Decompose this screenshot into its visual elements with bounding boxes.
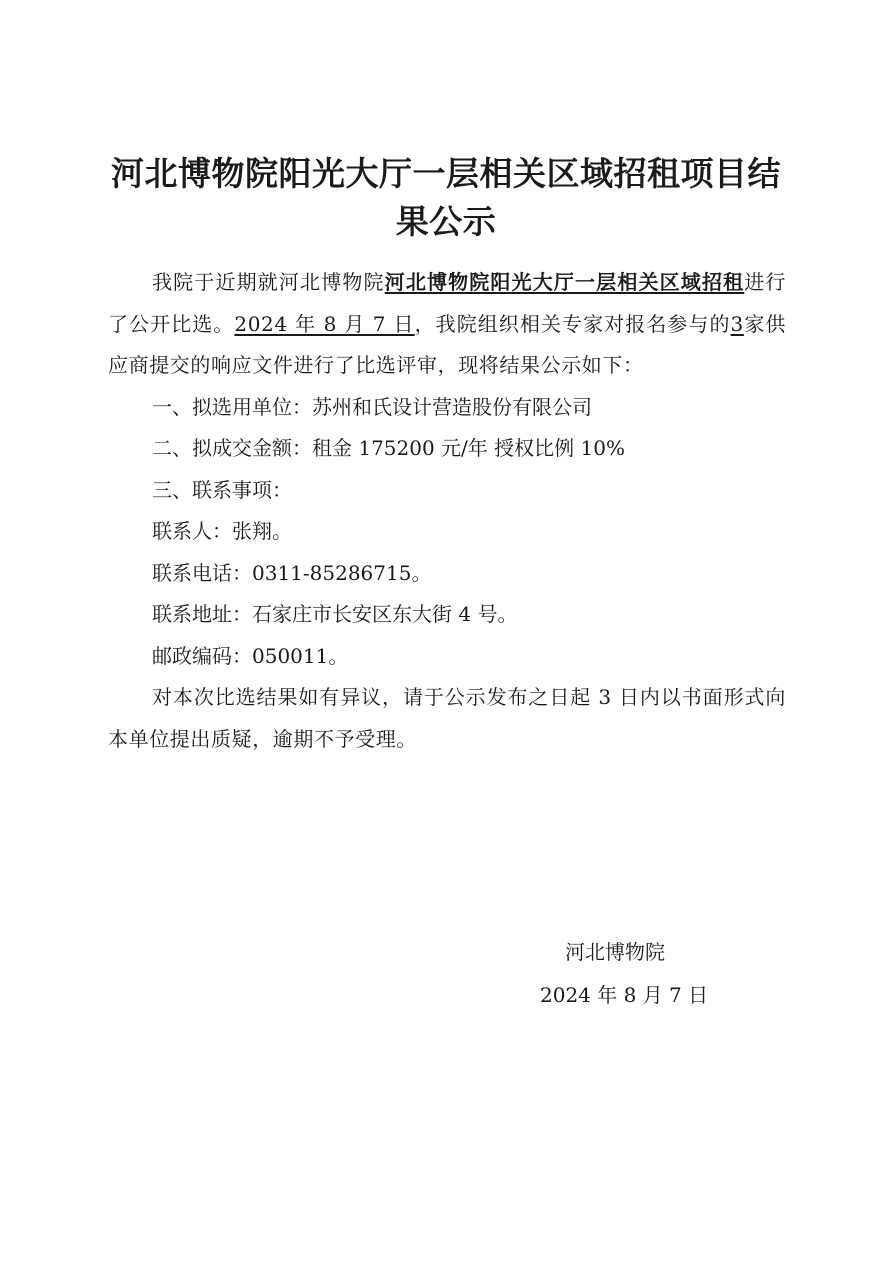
closing-paragraph: 对本次比选结果如有异议，请于公示发布之日起 3 日内以书面形式向本单位提出质疑，逾期不予受理。 — [108, 685, 786, 751]
document-title: 河北博物院阳光大厅一层相关区域招租项目结果公示 — [111, 154, 781, 241]
signature-date: 2024 年 8 月 7 日 — [540, 983, 709, 1007]
item-contact-person: 联系人：张翔。 — [152, 519, 292, 543]
item-contact-phone: 联系电话：0311-85286715。 — [152, 560, 432, 585]
item-selected-unit: 一、拟选用单位：苏州和氏设计营造股份有限公司 — [152, 394, 592, 419]
intro-after-date: ，我院组织相关专家对报名参与的 — [414, 311, 731, 336]
item-deal-amount: 二、拟成交金额：租金 175200 元/年 授权比例 10% — [152, 436, 625, 460]
document-body — [108, 262, 786, 760]
item-contact-address: 联系地址：石家庄市长安区东大街 4 号。 — [152, 602, 518, 626]
item-contact-heading: 三、联系事项： — [152, 477, 292, 502]
intro-lead: 我院于近期就河北博物院 — [152, 270, 385, 294]
evaluation-date: 2024 年 8 月 7 日 — [234, 311, 415, 336]
intro-paragraph — [108, 262, 786, 387]
intro-after-count: 家供应商提交的响应文件进行了比选评审，现将结果公示如下： — [108, 311, 786, 377]
supplier-count: 3 — [730, 311, 744, 336]
intro-after-project: 进行了公开比选。 — [108, 270, 787, 336]
project-name: 河北博物院阳光大厅一层相关区域招租 — [384, 270, 745, 294]
signature-organization: 河北博物院 — [565, 940, 665, 964]
item-postal-code: 邮政编码：050011。 — [152, 643, 349, 668]
